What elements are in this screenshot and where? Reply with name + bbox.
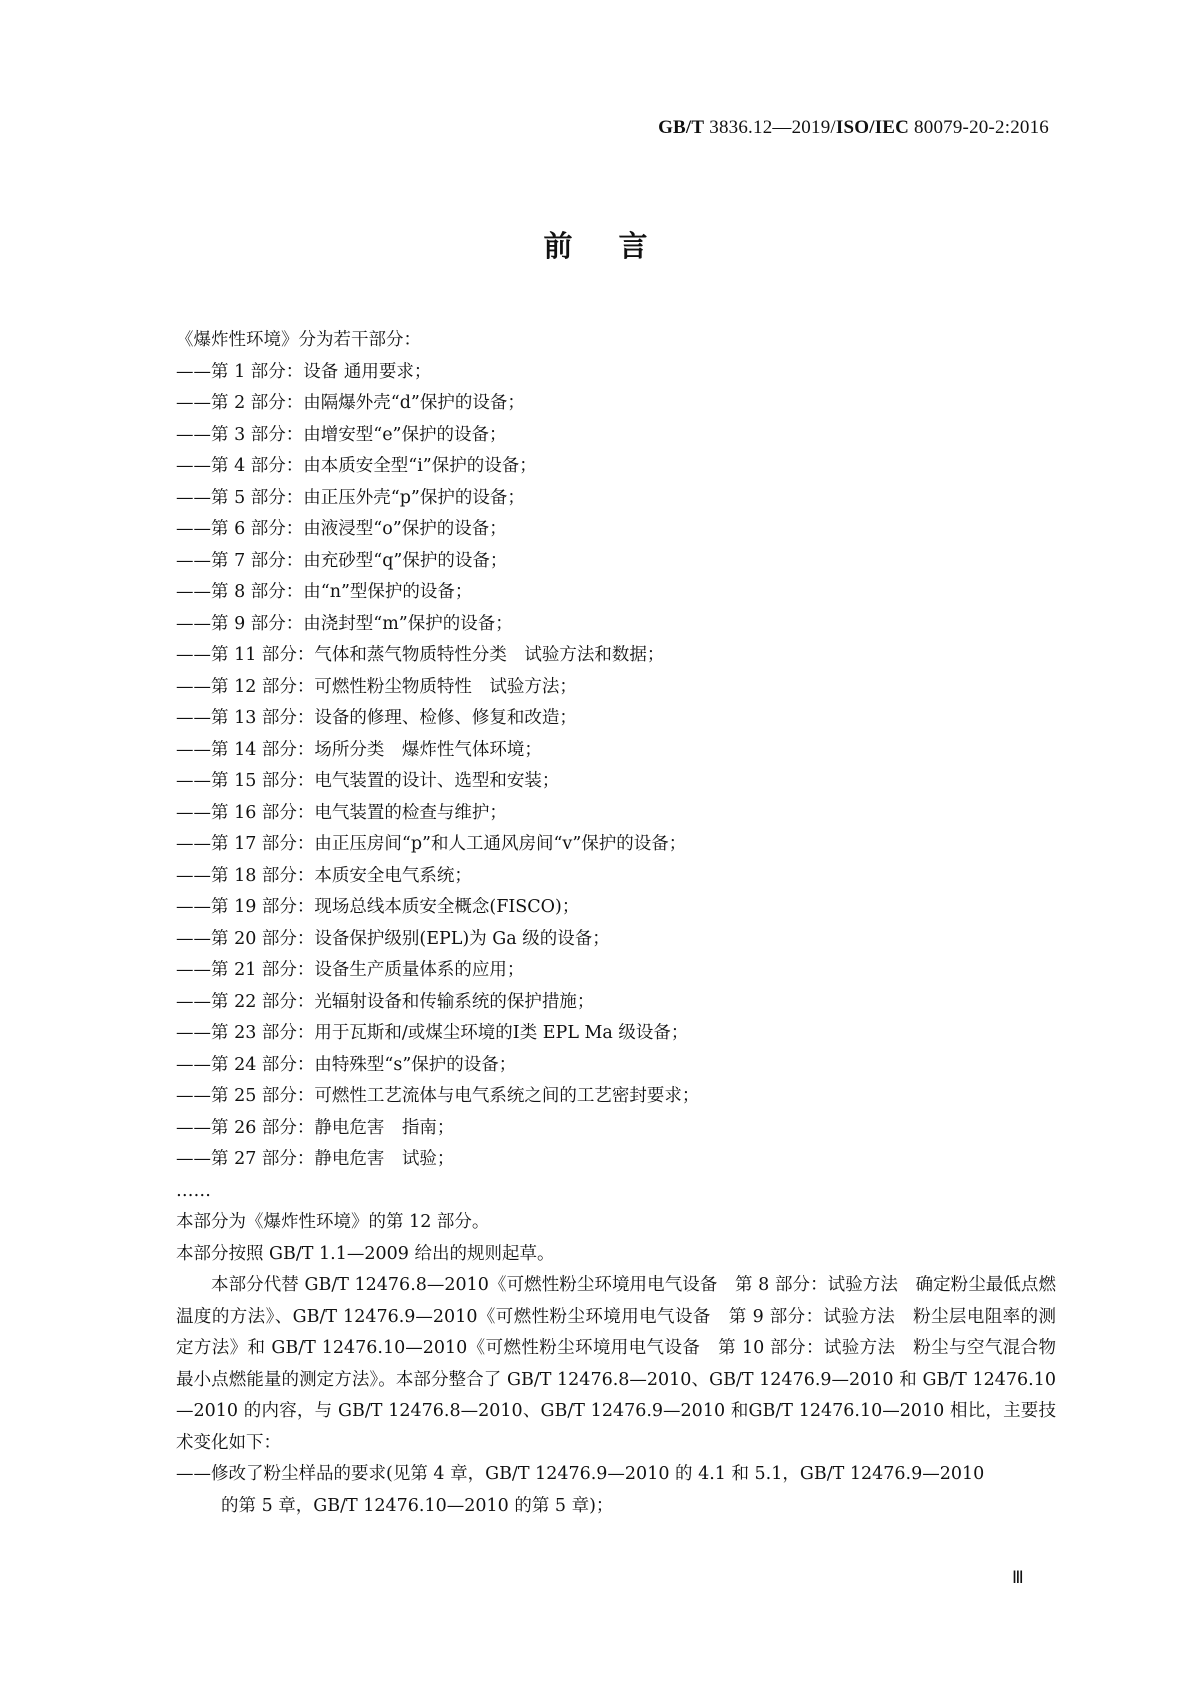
list-item: ——第 4 部分：由本质安全型“i”保护的设备； (176, 456, 537, 476)
list-item: ——第 13 部分：设备的修理、检修、修复和改造； (176, 708, 577, 728)
list-item: ——第 6 部分：由液浸型“o”保护的设备； (176, 519, 507, 539)
list-item: ——第 25 部分：可燃性工艺流体与电气系统之间的工艺密封要求； (176, 1086, 700, 1106)
list-item: ——第 9 部分：由浇封型“m”保护的设备； (176, 613, 513, 634)
foreword-body (176, 325, 1056, 1522)
ellipsis: …… (176, 1180, 211, 1201)
list-item: ——第 16 部分：电气装置的检查与维护； (176, 802, 507, 823)
change-item (176, 1459, 1056, 1522)
list-item: ——第 18 部分：本质安全电气系统； (176, 865, 472, 886)
standard-number-header (658, 117, 1049, 139)
standard-number: 3836.12—2019/ (704, 117, 836, 138)
list-item: ——第 1 部分：设备 通用要求； (176, 361, 432, 382)
change-item-line: ——修改了粉尘样品的要求(见第 4 章，GB/T 12476.9—2010 的 4.1 和 5.1，GB/T 12476.9—2010 (176, 1464, 985, 1484)
list-item: ——第 24 部分：由特殊型“s”保护的设备； (176, 1054, 517, 1075)
list-item: ——第 27 部分：静电危害 试验； (176, 1149, 455, 1169)
list-item: ——第 11 部分：气体和蒸气物质特性分类 试验方法和数据； (176, 645, 665, 665)
list-item: ——第 22 部分：光辐射设备和传输系统的保护措施； (176, 991, 595, 1012)
list-item: ——第 19 部分：现场总线本质安全概念(FISCO)； (176, 897, 580, 917)
change-item-continuation: 的第 5 章，GB/T 12476.10—2010 的第 5 章)； (221, 1495, 614, 1516)
page-title: 前言 (543, 229, 694, 263)
paragraph-this-part: 本部分为《爆炸性环境》的第 12 部分。 (176, 1212, 490, 1232)
paragraph-replaces: 本部分代替 GB/T 12476.8—2010《可燃性粉尘环境用电气设备 第 8 部分：试验方法 确定粉尘最低点燃温度的方法》、GB/T 12476.9—2010《可燃性粉尘环境用电气设备 第 9 部分：试验方法 粉尘层电阻率的测定方法》和 GB/T 12476.10—2010《可燃性粉尘环境用电气设备 第 10 部分：试验方法 粉尘与空气混合物最小点燃能量的测定方法》。本部分整合了 GB/T 12476.8—2010、GB/T 12476.9—2010 和 GB/T 12476.10—2010 的内容，与 GB/T 12476.8—2010、GB/T 12476.9—2010 和GB/T 12476.10—2010 相比，主要技术变化如下： (176, 1275, 1056, 1453)
list-item: ——第 17 部分：由正压房间“p”和人工通风房间“v”保护的设备； (176, 834, 687, 854)
list-item: ——第 26 部分：静电危害 指南； (176, 1117, 455, 1138)
page-number: Ⅲ (1012, 1568, 1024, 1587)
standard-iso: ISO/IEC (835, 117, 910, 138)
list-item: ——第 15 部分：电气装置的设计、选型和安装； (176, 771, 560, 791)
list-item: ——第 14 部分：场所分类 爆炸性气体环境； (176, 739, 542, 760)
list-item: ——第 12 部分：可燃性粉尘物质特性 试验方法； (176, 676, 577, 697)
list-item: ——第 7 部分：由充砂型“q”保护的设备； (176, 550, 508, 571)
standard-prefix: GB/T (658, 117, 705, 138)
list-item: ——第 21 部分：设备生产质量体系的应用； (176, 960, 525, 980)
list-item: ——第 3 部分：由增安型“e”保护的设备； (176, 424, 507, 445)
list-item: ——第 23 部分：用于瓦斯和/或煤尘环境的Ⅰ类 EPL Ma 级设备； (176, 1023, 689, 1043)
series-intro: 《爆炸性环境》分为若干部分： (176, 330, 421, 350)
paragraph-drafting-rules: 本部分按照 GB/T 1.1—2009 给出的规则起草。 (176, 1243, 555, 1264)
parts-list (176, 357, 1056, 1176)
list-item: ——第 20 部分：设备保护级别(EPL)为 Ga 级的设备； (176, 928, 610, 949)
list-item: ——第 8 部分：由“n”型保护的设备； (176, 582, 473, 602)
list-item: ——第 2 部分：由隔爆外壳“d”保护的设备； (176, 393, 525, 413)
standard-iso-number: 80079-20-2:2016 (909, 117, 1049, 138)
list-item: ——第 5 部分：由正压外壳“p”保护的设备； (176, 487, 525, 508)
